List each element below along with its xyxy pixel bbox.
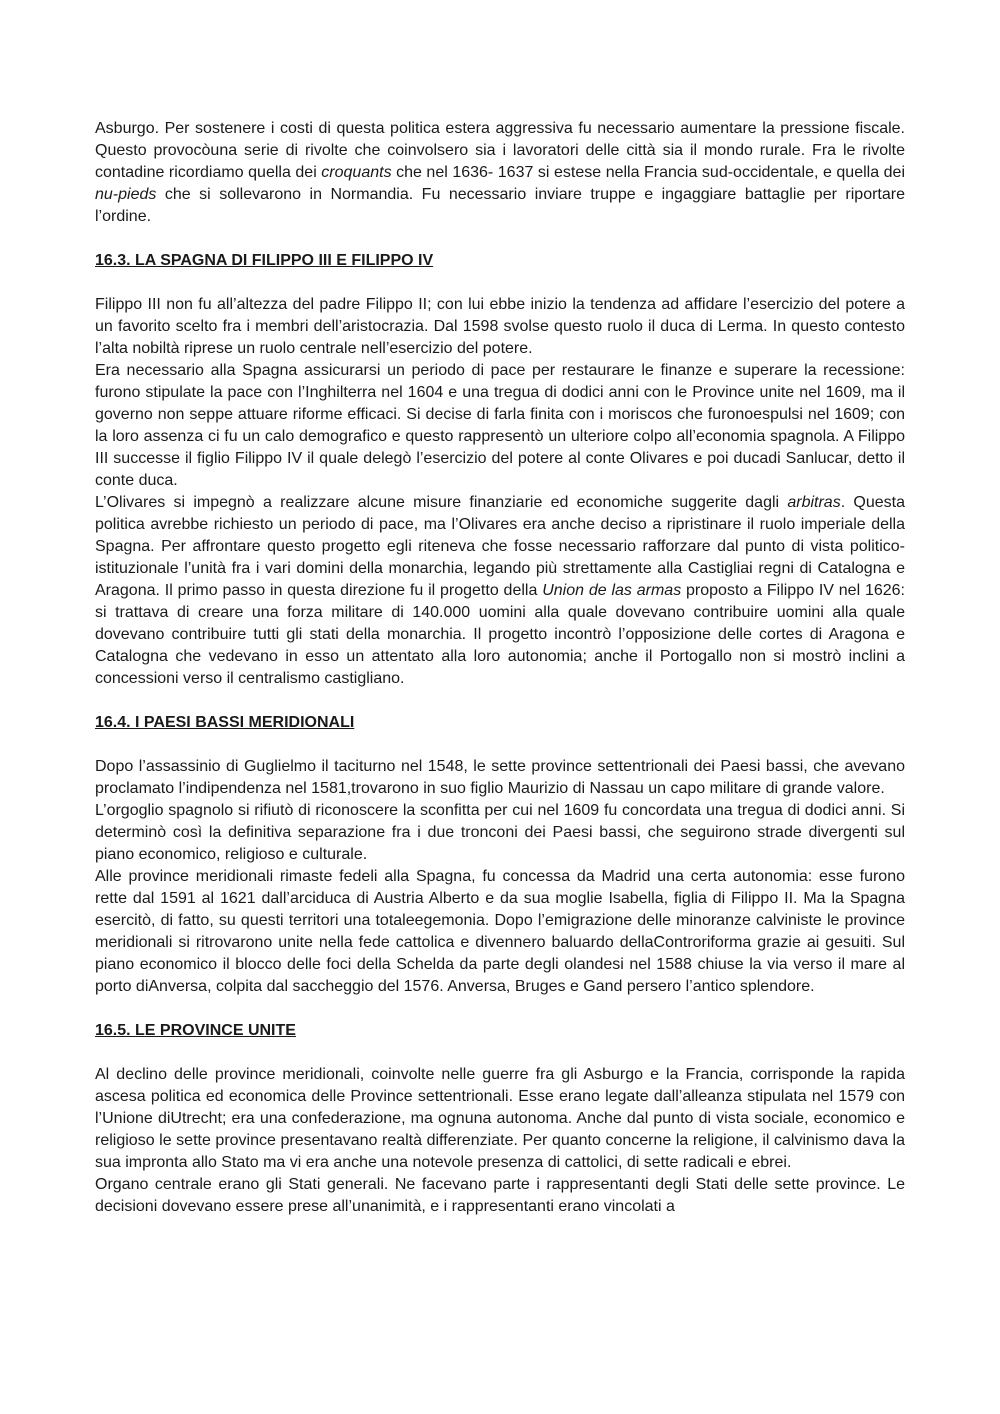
s163-paragraph-1: Filippo III non fu all’altezza del padre Filippo II; con lui ebbe inizio la tendenza ad affidare l’esercizio del potere a un favorito scelto fra i membri dell’aristocrazia. Dal 1598 svolse questo ruolo il duca di Lerma. In questo contesto l’alta nobiltà riprese un ruolo centrale nell’esercizio del potere. bbox=[95, 296, 905, 357]
s165-paragraph-1: Al declino delle province meridionali, coinvolte nelle guerre fra gli Asburgo e la Francia, corrisponde la rapida ascesa politica ed economica delle Province settentrionali. Esse erano legate dall’alleanza stipulata nel 1579 con l’Unione diUtrecht; era una confederazione, ma ognuna autonoma. Anche dal punto di vista sociale, economico e religioso le sette province presentavano realtà differenziate. Per quanto concerne la religione, il calvinismo dava la sua impronta allo Stato ma vi era anche una notevole presenza di cattolici, di sette radicali e ebrei. bbox=[95, 1066, 905, 1171]
s164-paragraph-3: Alle province meridionali rimaste fedeli alla Spagna, fu concessa da Madrid una certa autonomia: esse furono rette dal 1591 al 1621 dall’arciduca di Austria Alberto e da sua moglie Isabella, figlia di Filippo II. Ma la Spagna esercitò, di fatto, su questi territori una totaleegemonia. Dopo l’emigrazione delle minoranze calviniste le province meridionali si ritrovarono unite nella fede cattolica e divennero baluardo dellaControriforma grazie ai gesuiti. Sul piano economico il blocco delle foci della Schelda da parte degli olandesi nel 1588 chiuse la via verso il mare al porto diAnversa, colpita dal saccheggio del 1576. Anversa, Bruges e Gand persero l’antico splendore. bbox=[95, 868, 905, 995]
document-page bbox=[95, 118, 905, 1218]
intro-text-b: che nel 1636- 1637 si estese nella Francia sud-occidentale, e quella dei bbox=[391, 164, 906, 181]
intro-text-a: Asburgo. Per sostenere i costi di questa politica estera aggressiva fu necessario aumentare la pressione fiscale. Questo provocòuna serie di rivolte che coinvolsero sia i lavoratori delle città sia il mondo rurale. Fra le rivolte contadine ricordiamo quella dei bbox=[95, 120, 905, 181]
intro-paragraph bbox=[95, 118, 905, 228]
intro-text-c: che si sollevarono in Normandia. Fu necessario inviare truppe e ingaggiare battaglie per riportare l’ordine. bbox=[95, 186, 905, 225]
section-heading-16-4: 16.4. I PAESI BASSI MERIDIONALI bbox=[95, 714, 355, 731]
s163-arbitras: arbitras bbox=[787, 494, 841, 511]
s163-p3-text-a: L’Olivares si impegnò a realizzare alcune misure finanziarie ed economiche suggerite dagli bbox=[95, 494, 788, 511]
s163-paragraph-2: Era necessario alla Spagna assicurarsi un periodo di pace per restaurare le finanze e superare la recessione: furono stipulate la pace con l’Inghilterra nel 1604 e una tregua di dodici anni con le Province unite nel 1609, ma il governo non seppe attuare riforme efficaci. Si decise di farla finita con i moriscos che furonoespulsi nel 1609; con la loro assenza ci fu un calo demografico e questo rappresentò un ulteriore colpo all’economia spagnola. A Filippo III successe il figlio Filippo IV il quale delegò l’esercizio del potere al conte Olivares e poi ducadi Sanlucar, detto il conte duca. bbox=[95, 362, 905, 489]
s165-paragraph-2: Organo centrale erano gli Stati generali. Ne facevano parte i rappresentanti degli Stati delle sette province. Le decisioni dovevano essere prese all’unanimità, e i rappresentanti erano vincolati a bbox=[95, 1176, 905, 1215]
s163-union-de-las-armas: Union de las armas bbox=[542, 582, 682, 599]
s163-p3-text-b: . Questa politica avrebbe richiesto un periodo di pace, ma l’Olivares era anche deciso a ripristinare il ruolo imperiale della Spagna. Per affrontare questo progetto egli riteneva che fosse necessario rafforzare dal punto di vista politico-istituzionale l’unità fra i vari domini della monarchia, legando più strettamente alla Castigliai regni di Catalogna e Aragona. Il primo passo in questa direzione fu il progetto della bbox=[95, 494, 905, 599]
s164-paragraph-2: L’orgoglio spagnolo si rifiutò di riconoscere la sconfitta per cui nel 1609 fu concordata una tregua di dodici anni. Si determinò così la definitiva separazione fra i due tronconi dei Paesi bassi, che seguirono strade divergenti sul piano economico, religioso e culturale. bbox=[95, 802, 905, 863]
intro-nupieds: nu-pieds bbox=[95, 186, 157, 203]
section-heading-16-5: 16.5. LE PROVINCE UNITE bbox=[95, 1022, 296, 1039]
intro-croquants: croquants bbox=[321, 164, 392, 181]
s164-paragraph-1: Dopo l’assassinio di Guglielmo il taciturno nel 1548, le sette province settentrionali dei Paesi bassi, che avevano proclamato l’indipendenza nel 1581,trovarono in suo figlio Maurizio di Nassau un capo militare di grande valore. bbox=[95, 758, 905, 797]
s163-paragraph-3 bbox=[95, 492, 905, 690]
s163-p3-text-c: proposto a Filippo IV nel 1626: si trattava di creare una forza militare di 140.000 uomini alla quale dovevano contribuire uomini alla quale dovevano contribuire tutti gli stati della monarchia. Il progetto incontrò l’opposizione delle cortes di Aragona e Catalogna che vedevano in esso un attentato alla loro autonomia; anche il Portogallo non si mostrò inclini a concessioni verso il centralismo castigliano. bbox=[95, 582, 905, 687]
section-heading-16-3: 16.3. LA SPAGNA DI FILIPPO III E FILIPPO IV bbox=[95, 252, 434, 269]
